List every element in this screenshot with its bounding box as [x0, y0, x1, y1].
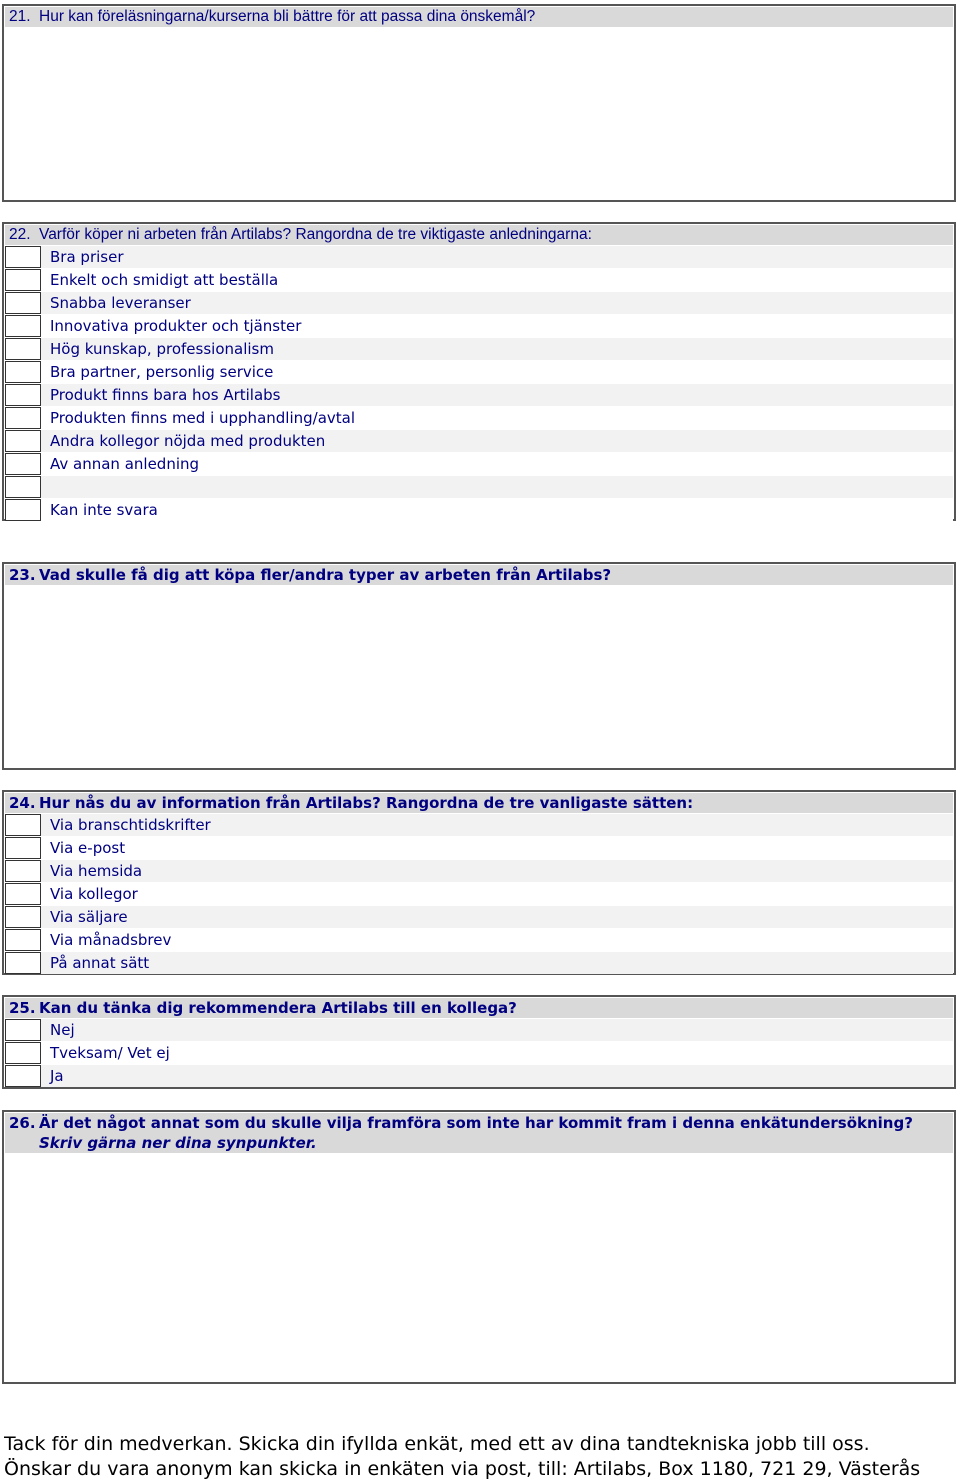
rank-box[interactable] — [5, 430, 41, 452]
question-text: Hur nås du av information från Artilabs? Rangordna de tre vanligaste sätten: — [39, 794, 694, 812]
option-row — [5, 837, 953, 859]
option-label: Nej — [41, 1019, 953, 1041]
answer-box[interactable] — [5, 1019, 41, 1041]
question-number: 24. — [9, 794, 36, 812]
question-text: Vad skulle få dig att köpa fler/andra typer av arbeten från Artilabs? — [39, 566, 612, 584]
rank-box[interactable] — [5, 906, 41, 928]
option-row — [5, 883, 953, 905]
option-label: Via månadsbrev — [41, 929, 953, 951]
option-label: Via säljare — [41, 906, 953, 928]
option-label: Innovativa produkter och tjänster — [41, 315, 953, 337]
option-row — [5, 906, 953, 928]
rank-box[interactable] — [5, 269, 41, 291]
question-23 — [2, 562, 956, 770]
question-number: 23. — [9, 566, 36, 584]
question-24-header — [5, 793, 953, 813]
option-label: Enkelt och smidigt att beställa — [41, 269, 953, 291]
question-text-container — [39, 1113, 949, 1153]
question-22-options — [4, 246, 954, 521]
option-row — [5, 430, 953, 452]
option-label: Av annan anledning — [41, 453, 953, 475]
option-row — [5, 952, 953, 974]
option-label: Kan inte svara — [41, 499, 953, 521]
question-hint: Skriv gärna ner dina synpunkter. — [39, 1134, 317, 1152]
rank-box[interactable] — [5, 361, 41, 383]
option-row — [5, 361, 953, 383]
rank-box[interactable] — [5, 860, 41, 882]
option-label: Snabba leveranser — [41, 292, 953, 314]
question-number: 21. — [9, 8, 31, 25]
option-label: Andra kollegor nöjda med produkten — [41, 430, 953, 452]
rank-box[interactable] — [5, 499, 41, 521]
question-23-answer-area[interactable] — [4, 586, 954, 766]
rank-box[interactable] — [5, 837, 41, 859]
option-label: Hög kunskap, professionalism — [41, 338, 953, 360]
option-label: Produkten finns med i upphandling/avtal — [41, 407, 953, 429]
question-text: Är det något annat som du skulle vilja framföra som inte har kommit fram i denna enkätundersökning? — [39, 1114, 913, 1132]
rank-box[interactable] — [5, 929, 41, 951]
rank-box[interactable] — [5, 338, 41, 360]
question-number: 25. — [9, 999, 36, 1017]
option-row — [5, 1065, 953, 1087]
option-row — [5, 814, 953, 836]
option-row — [5, 453, 953, 475]
footer-thanks: Tack för din medverkan. Skicka din ifyllda enkät, med ett av dina tandtekniska jobb till oss. — [4, 1433, 870, 1455]
option-row — [5, 929, 953, 951]
rank-box[interactable] — [5, 246, 41, 268]
rank-box[interactable] — [5, 407, 41, 429]
option-label: Via e-post — [41, 837, 953, 859]
option-row — [5, 269, 953, 291]
option-label: Ja — [41, 1065, 953, 1087]
question-26-answer-area[interactable] — [4, 1154, 954, 1379]
option-label: Produkt finns bara hos Artilabs — [41, 384, 953, 406]
option-row — [5, 499, 953, 521]
question-text: Kan du tänka dig rekommendera Artilabs till en kollega? — [39, 999, 517, 1017]
option-row — [5, 315, 953, 337]
rank-box[interactable] — [5, 292, 41, 314]
option-row — [5, 1042, 953, 1064]
option-label: Via hemsida — [41, 860, 953, 882]
option-row — [5, 292, 953, 314]
question-23-header — [5, 565, 953, 585]
option-row — [5, 1019, 953, 1041]
rank-box[interactable] — [5, 952, 41, 974]
question-21 — [2, 4, 956, 202]
option-label: Via kollegor — [41, 883, 953, 905]
question-22-header — [5, 225, 953, 245]
question-text: Hur kan föreläsningarna/kurserna bli bättre för att passa dina önskemål? — [39, 8, 536, 25]
question-25 — [2, 995, 956, 1089]
option-label: På annat sätt — [41, 952, 953, 974]
option-row — [5, 476, 953, 498]
rank-box[interactable] — [5, 814, 41, 836]
question-26 — [2, 1110, 956, 1384]
question-25-header — [5, 998, 953, 1018]
rank-box[interactable] — [5, 883, 41, 905]
question-21-answer-area[interactable] — [4, 28, 954, 198]
option-row — [5, 407, 953, 429]
question-26-header — [5, 1113, 953, 1153]
option-label: Bra priser — [41, 246, 953, 268]
option-row — [5, 338, 953, 360]
question-25-options — [4, 1019, 954, 1087]
answer-box[interactable] — [5, 1065, 41, 1087]
footer — [4, 1432, 954, 1482]
question-number: 22. — [9, 226, 31, 243]
question-24 — [2, 790, 956, 975]
option-row — [5, 246, 953, 268]
option-label: Via branschtidskrifter — [41, 814, 953, 836]
rank-box[interactable] — [5, 476, 41, 498]
option-row — [5, 860, 953, 882]
option-label — [41, 476, 953, 498]
rank-box[interactable] — [5, 384, 41, 406]
question-22 — [2, 222, 956, 521]
rank-box[interactable] — [5, 453, 41, 475]
rank-box[interactable] — [5, 315, 41, 337]
question-text: Varför köper ni arbeten från Artilabs? Rangordna de tre viktigaste anledningarna: — [39, 226, 592, 243]
option-label: Tveksam/ Vet ej — [41, 1042, 953, 1064]
question-24-options — [4, 814, 954, 974]
answer-box[interactable] — [5, 1042, 41, 1064]
option-row — [5, 384, 953, 406]
question-21-header — [5, 7, 953, 27]
option-label: Bra partner, personlig service — [41, 361, 953, 383]
question-number: 26. — [9, 1114, 36, 1132]
footer-address: Önskar du vara anonym kan skicka in enkäten via post, till: Artilabs, Box 1180, 721 29, Västerås — [4, 1458, 921, 1480]
